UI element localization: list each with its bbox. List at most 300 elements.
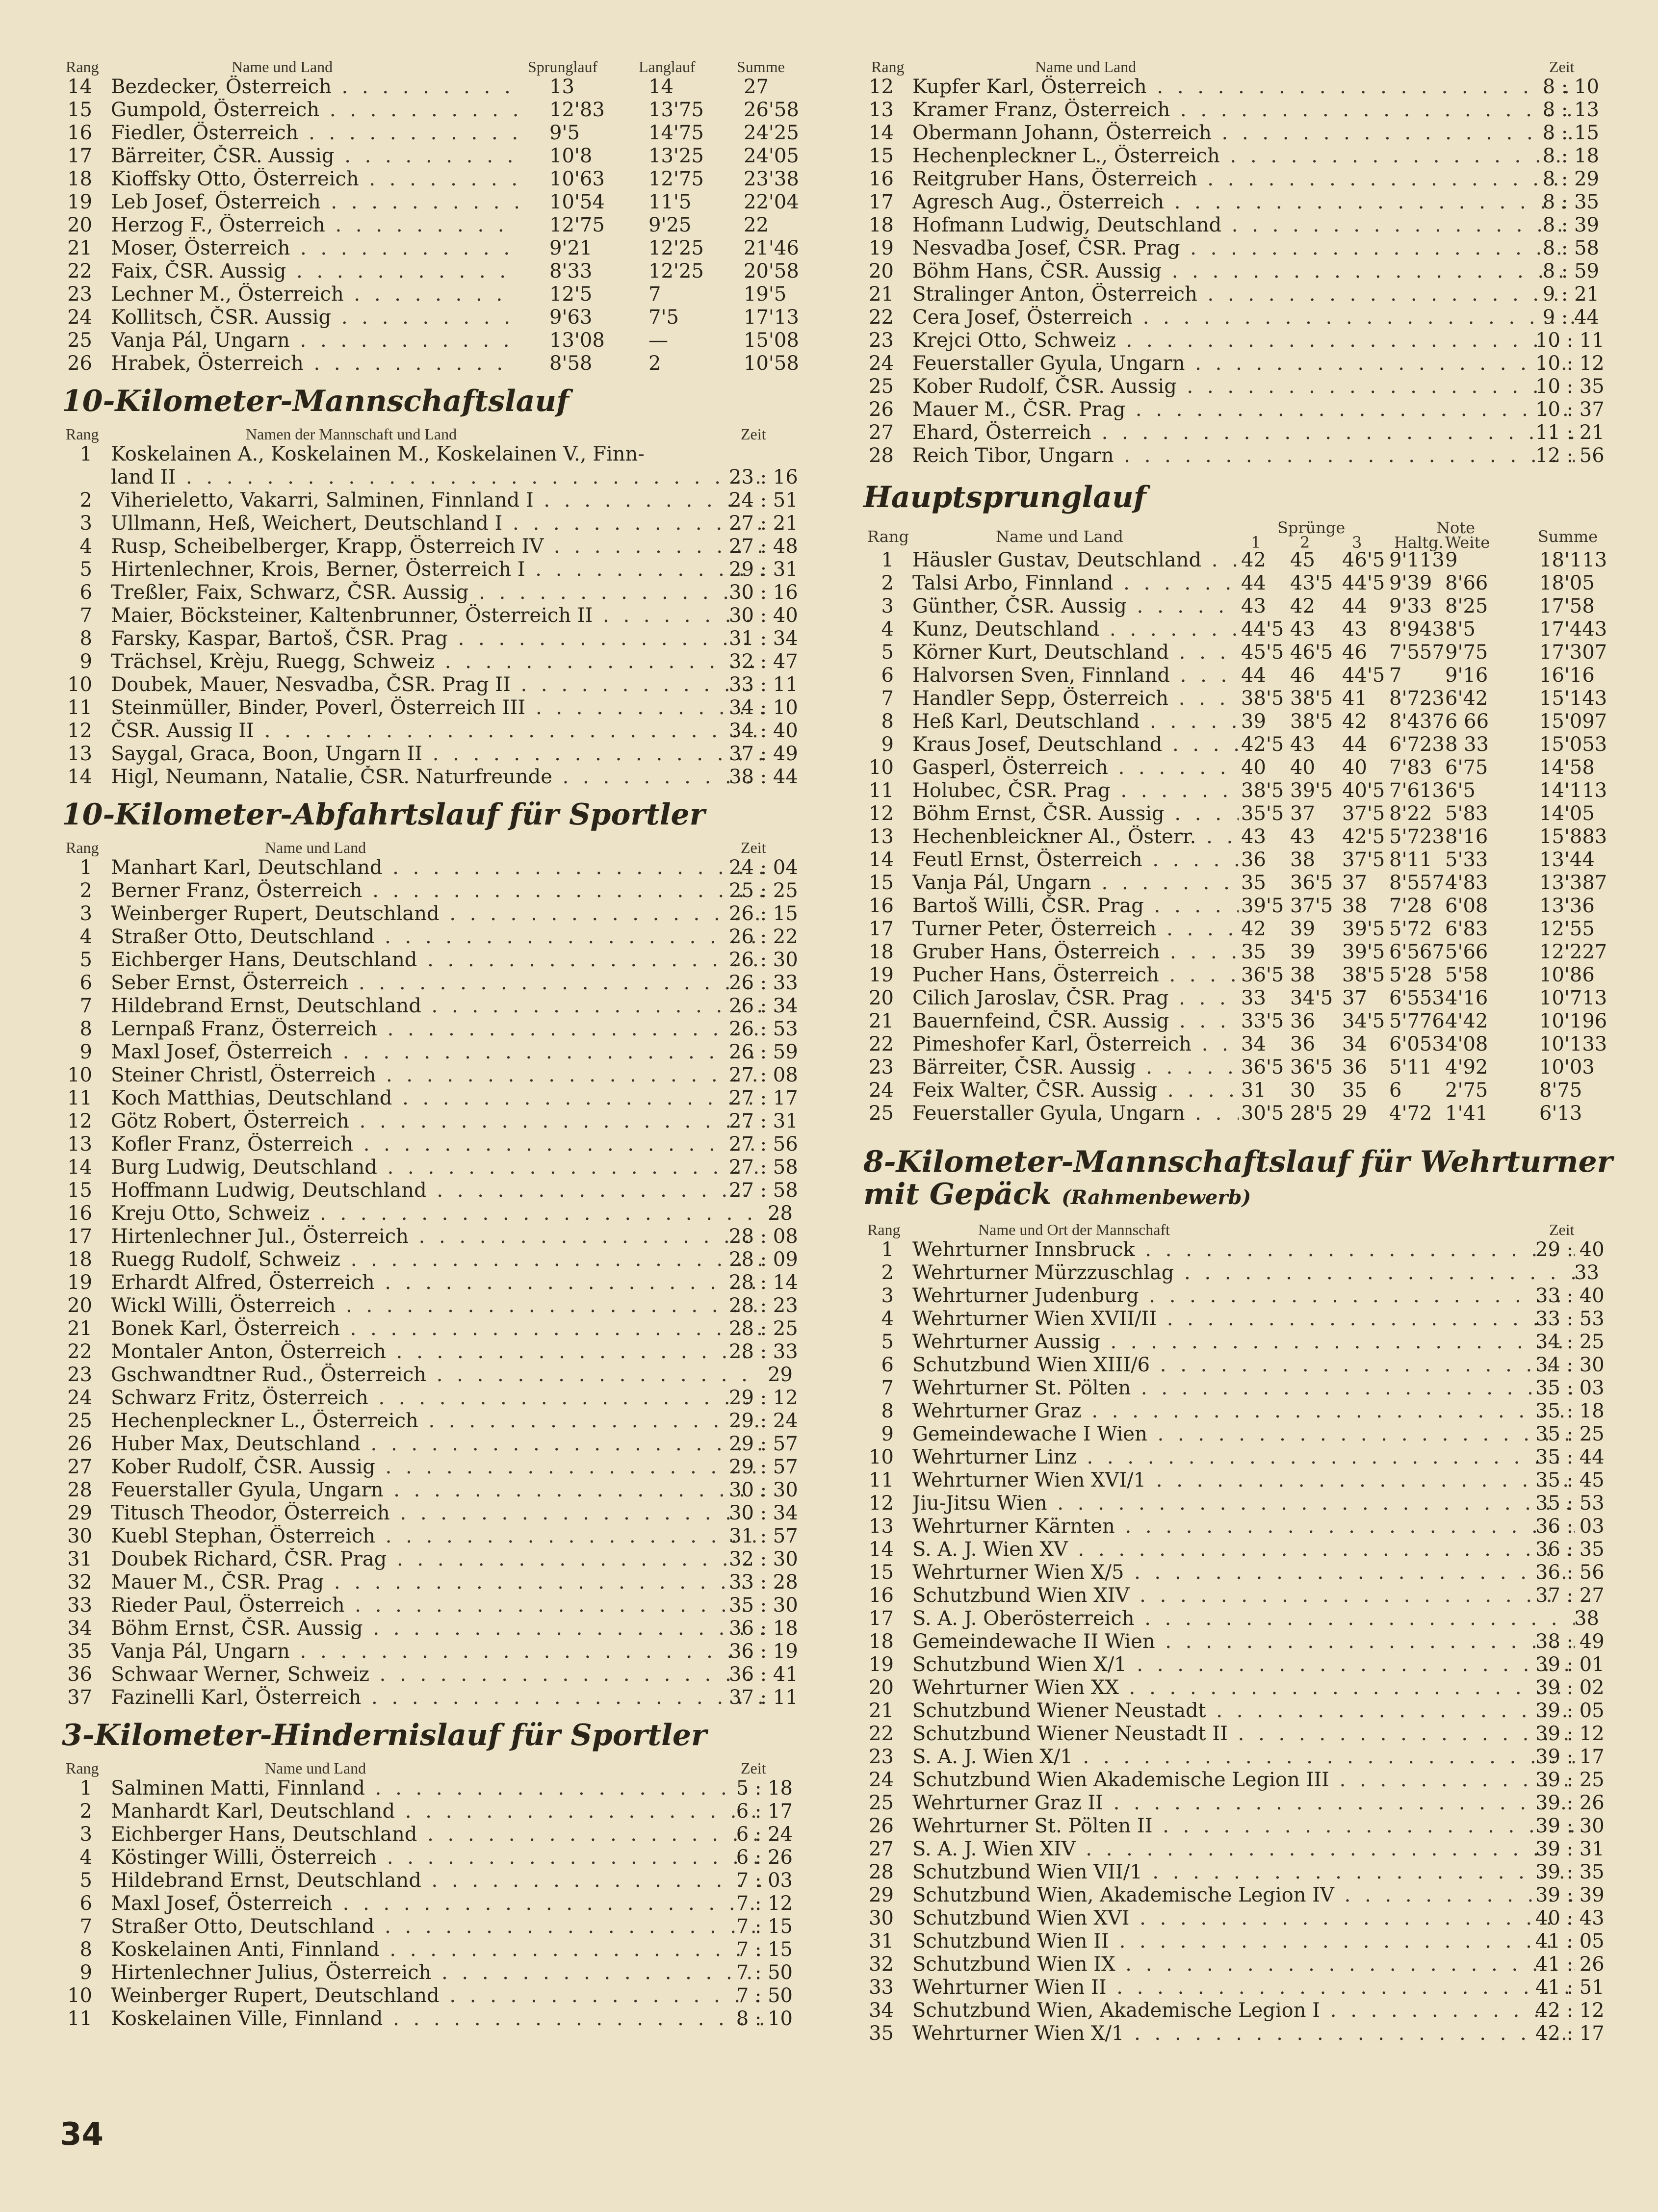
jump-score: 9'21 (549, 237, 593, 259)
rank: 12 (869, 802, 894, 825)
jump-1: 36 (1241, 849, 1266, 871)
time: 7 : 12 (736, 1892, 793, 1915)
sum-score: 10'58 (744, 352, 799, 375)
results-table-team (62, 489, 798, 789)
results-table-downhill (62, 856, 798, 1709)
sum: 12'55 (1539, 918, 1595, 940)
entry-name: Hoffmann Ludwig, Deutschland . . . (111, 1179, 763, 1202)
table-row (863, 1746, 1605, 1769)
rank: 36 (67, 1663, 92, 1686)
col-name: Name und Land (996, 527, 1123, 546)
rank: 1 (79, 443, 92, 465)
section-title: 10-Kilometer-Mannschaftslauf (62, 384, 569, 418)
table-row (863, 733, 1607, 756)
entry-name: Böhm Ernst, ČSR. Aussig . . . (912, 802, 1239, 825)
jump-2: 38'5 (1290, 710, 1333, 733)
table-row (863, 1238, 1605, 1261)
jump-3: 44 (1342, 733, 1367, 756)
entry-name: ČSR. Aussig II . . . (111, 720, 763, 743)
time: 30 : 16 (729, 581, 798, 604)
jump-2: 43 (1290, 733, 1315, 756)
note-haltung: 8'557 (1389, 872, 1445, 894)
jump-1: 45'5 (1241, 641, 1284, 664)
rank: 22 (869, 1723, 894, 1745)
table-row (62, 260, 798, 283)
table-row (863, 214, 1599, 237)
entry-name: Maxl Josef, Österreich . . . (111, 1041, 763, 1064)
rank: 27 (869, 421, 894, 444)
jump-2: 43 (1290, 618, 1315, 641)
rank: 19 (869, 237, 894, 259)
note-weite: 5'83 (1445, 802, 1488, 825)
col-haltg: Haltg. (1394, 533, 1444, 552)
rank: 20 (67, 1294, 92, 1317)
time: 7 : 50 (736, 1984, 793, 2007)
entry-name: Fiedler, Österreich . . . (111, 122, 518, 145)
rank: 6 (79, 1892, 92, 1915)
table-row (62, 145, 798, 168)
table-header (62, 1756, 798, 1777)
time: 27 : 48 (729, 535, 798, 558)
entry-name: Wehrturner Wien XVII/II . . . (912, 1308, 1575, 1331)
entry-name: Kupfer Karl, Österreich . . . (912, 76, 1575, 99)
team-name: Koskelainen A., Koskelainen M., Koskelainen V., Finn- (111, 443, 645, 465)
note-weite: 8'66 (1445, 572, 1488, 594)
entry-name: Lechner M., Österreich . . . (111, 283, 518, 306)
jump-1: 30'5 (1241, 1102, 1284, 1125)
rank: 12 (869, 1492, 894, 1515)
time: 26 : 59 (729, 1041, 798, 1063)
time: 8 : 15 (1542, 122, 1599, 144)
table-row (62, 1018, 798, 1041)
table-row (62, 673, 798, 696)
jump-3: 35 (1342, 1079, 1367, 1102)
note-haltung: 8'437 (1389, 710, 1445, 733)
sum: 10'03 (1539, 1056, 1595, 1079)
entry-name: Wehrturner Mürzzuschlag . . . (912, 1261, 1575, 1285)
table-row (863, 595, 1599, 618)
results-table-obstacle (62, 1777, 798, 2031)
entry-name: Straßer Otto, Deutschland . . . (111, 1915, 763, 1938)
jump-3: 38 (1342, 895, 1367, 917)
col-note: Note (1436, 518, 1476, 537)
rank: 6 (79, 581, 92, 604)
entry-name: Cera Josef, Österreich . . . (912, 306, 1575, 329)
col-rank: Rang (66, 1759, 99, 1777)
note-haltung: 5'28 (1389, 964, 1432, 986)
table-row (62, 1846, 798, 1869)
table-row (863, 1354, 1605, 1377)
jump-3: 40 (1342, 756, 1367, 779)
table-row (863, 1285, 1605, 1308)
rank: 12 (67, 1110, 92, 1132)
table-row (62, 1961, 798, 1984)
entry-name: Saygal, Graca, Boon, Ungarn II . . . (111, 743, 763, 766)
rank: 32 (67, 1571, 92, 1594)
note-weite: 5'66 (1445, 941, 1488, 963)
table-row (863, 1538, 1605, 1561)
rank: 2 (79, 1800, 92, 1823)
table-row (863, 1584, 1605, 1607)
table-row (863, 1630, 1605, 1653)
note-weite: 6'75 (1445, 756, 1488, 779)
rank: 4 (881, 618, 894, 641)
note-haltung: 9'113 (1389, 549, 1445, 571)
rank: 3 (881, 1285, 894, 1307)
time: 29 (768, 1363, 793, 1386)
jump-score: 13'08 (549, 329, 605, 352)
entry-name: Rusp, Scheibelberger, Krapp, Österreich IV . . . (111, 535, 763, 558)
rank: 25 (869, 1792, 894, 1814)
note-weite: 4'42 (1445, 1010, 1488, 1032)
table-row (863, 329, 1605, 352)
table-row (62, 1110, 798, 1133)
note-haltung: 7'28 (1389, 895, 1432, 917)
entry-name: Wehrturner Innsbruck . . . (912, 1238, 1575, 1261)
table-row (863, 1400, 1605, 1423)
jump-1: 44 (1241, 664, 1266, 687)
jump-3: 43 (1342, 618, 1367, 641)
table-row (863, 1884, 1605, 1907)
note-haltung: 9'39 (1389, 572, 1432, 594)
note-haltung: 6'553 (1389, 987, 1445, 1009)
time: 27 : 08 (729, 1064, 798, 1086)
entry-name: Koskelainen Ville, Finnland . . . (111, 2007, 763, 2031)
entry-name: Wehrturner Graz . . . (912, 1400, 1575, 1423)
entry-name: Schutzbund Wien IX . . . (912, 1953, 1575, 1976)
time: 34 : 30 (1535, 1354, 1605, 1376)
rank: 29 (869, 1884, 894, 1906)
entry-name: Treßler, Faix, Schwarz, ČSR. Aussig . . . (111, 581, 763, 604)
table-row (863, 1446, 1605, 1469)
entry-name: Titusch Theodor, Österreich . . . (111, 1502, 763, 1525)
time: 8 : 58 (1542, 237, 1599, 259)
time: 33 : 28 (729, 1571, 798, 1594)
table-row (62, 443, 798, 466)
rank: 7 (881, 687, 894, 710)
jump-score: 10'63 (549, 168, 605, 190)
time: 32 : 47 (729, 650, 798, 673)
table-row (863, 1561, 1605, 1584)
rank: 14 (869, 122, 894, 144)
note-weite: 4'16 (1445, 987, 1488, 1009)
time: 36 : 56 (1535, 1561, 1605, 1584)
rank: 27 (869, 1838, 894, 1860)
rank: 31 (869, 1930, 894, 1953)
sum-score: 19'5 (744, 283, 787, 306)
table-row (62, 1410, 798, 1433)
jump-score: 12'75 (549, 214, 605, 236)
entry-name: Jiu-Jitsu Wien . . . (912, 1492, 1575, 1515)
rank: 1 (881, 549, 894, 571)
rank: 25 (869, 375, 894, 398)
results-table-combined (62, 76, 798, 375)
entry-name: Ruegg Rudolf, Schweiz . . . (111, 1248, 763, 1271)
rank: 23 (67, 1363, 92, 1386)
time: 33 : 53 (1535, 1308, 1605, 1330)
table-row (863, 1079, 1599, 1102)
jump-1: 39 (1241, 710, 1266, 733)
entry-name: Bauernfeind, ČSR. Aussig . . . (912, 1010, 1239, 1033)
table-row (62, 489, 798, 512)
time: 36 : 03 (1535, 1515, 1605, 1538)
table-row (863, 1033, 1607, 1056)
rank: 8 (79, 1018, 92, 1040)
entry-name: Kober Rudolf, ČSR. Aussig . . . (912, 375, 1575, 398)
table-row (863, 1331, 1605, 1354)
note-weite: 9 (1445, 549, 1458, 571)
rank: 10 (869, 756, 894, 779)
sum-score: 27 (744, 76, 769, 98)
time: 7 : 50 (736, 1961, 793, 1984)
table-row (62, 627, 798, 650)
table-row (62, 1087, 798, 1110)
table-row (863, 1423, 1605, 1446)
jump-2: 46 (1290, 664, 1315, 687)
entry-name: Pimeshofer Karl, Österreich . . . (912, 1033, 1239, 1056)
time: 9 : 21 (1542, 283, 1599, 306)
time: 28 : 09 (729, 1248, 798, 1271)
table-row (62, 1938, 798, 1961)
jump-3: 37 (1342, 987, 1367, 1009)
jump-2: 37'5 (1290, 895, 1333, 917)
col-name: Name und Land (265, 1759, 366, 1777)
entry-name: Gemeindewache I Wien . . . (912, 1423, 1575, 1446)
table-row (62, 329, 798, 352)
sum: 14'05 (1539, 802, 1595, 825)
entry-name: Wehrturner Graz II . . . (912, 1792, 1575, 1815)
time: 10 : 11 (1535, 329, 1605, 352)
sum: 15'143 (1539, 687, 1607, 710)
time: 7 : 15 (736, 1915, 793, 1938)
time: 11 : 21 (1535, 421, 1605, 444)
note-weite: 2'75 (1445, 1079, 1488, 1102)
entry-name: Schutzbund Wien XIV . . . (912, 1584, 1575, 1607)
time: 27 : 17 (729, 1087, 798, 1109)
table-row (62, 1317, 798, 1340)
time: 8 : 13 (1542, 99, 1599, 121)
time: 27 : 31 (729, 1110, 798, 1132)
results-table-continued (863, 76, 1605, 467)
entry-name: Moser, Österreich . . . (111, 237, 518, 260)
time: 39 : 26 (1535, 1792, 1605, 1814)
entry-name: Holubec, ČSR. Prag . . . (912, 779, 1239, 802)
jump-3: 37 (1342, 872, 1367, 894)
results-table-wehr (863, 1238, 1605, 2045)
rank: 11 (869, 1469, 894, 1492)
entry-name: Gschwandtner Rud., Österreich . . . (111, 1363, 763, 1387)
table-row (863, 964, 1599, 987)
note-haltung: 7'83 (1389, 756, 1432, 779)
note-haltung: 5'11 (1389, 1056, 1432, 1079)
table-row (863, 444, 1605, 467)
note-weite: 8 33 (1445, 733, 1489, 756)
sum: 17'443 (1539, 618, 1607, 641)
entry-name: Stralinger Anton, Österreich . . . (912, 283, 1575, 306)
entry-name: Böhm Ernst, ČSR. Aussig . . . (111, 1617, 763, 1640)
rank: 4 (881, 1308, 894, 1330)
entry-name: Leb Josef, Österreich . . . (111, 191, 518, 214)
entry-name: Steinmüller, Binder, Poverl, Österreich III . . . (111, 696, 763, 720)
rank: 26 (67, 1433, 92, 1455)
entry-name: Burg Ludwig, Deutschland . . . (111, 1156, 763, 1179)
entry-name: Kober Rudolf, ČSR. Aussig . . . (111, 1456, 763, 1479)
table-row (62, 352, 798, 375)
time: 31 : 34 (729, 627, 798, 650)
time: 10 : 37 (1535, 398, 1605, 421)
rank: 21 (869, 1010, 894, 1032)
entry-name: Koch Matthias, Deutschland . . . (111, 1087, 763, 1110)
rank: 4 (79, 1846, 92, 1869)
rank: 13 (869, 1515, 894, 1538)
col-rank: Rang (867, 1221, 901, 1238)
entry-name: Wehrturner St. Pölten . . . (912, 1377, 1575, 1400)
sum-score: 20'58 (744, 260, 799, 283)
note-weite: 9'16 (1445, 664, 1488, 687)
time: 36 : 41 (729, 1663, 798, 1686)
rank: 16 (869, 1584, 894, 1607)
col-time: Zeit (741, 1759, 766, 1777)
table-row (863, 1515, 1605, 1538)
time: 39 : 17 (1535, 1746, 1605, 1768)
time: 39 : 01 (1535, 1653, 1605, 1676)
entry-name: Gasperl, Österreich . . . (912, 756, 1239, 779)
entry-name: Mauer M., ČSR. Prag . . . (912, 398, 1575, 421)
entry-name: Schutzbund Wien XIII/6 . . . (912, 1354, 1575, 1377)
rank: 25 (67, 329, 92, 352)
entry-name: Hirtenlechner, Krois, Berner, Österreich I . . . (111, 558, 763, 581)
rank: 18 (869, 941, 894, 963)
jump-3: 44 (1342, 595, 1367, 617)
long-score: — (648, 329, 668, 352)
entry-name: Kunz, Deutschland . . . (912, 618, 1239, 641)
entry-name: Obermann Johann, Österreich . . . (912, 122, 1575, 145)
time: 29 : 40 (1535, 1238, 1605, 1261)
col-name: Namen der Mannschaft und Land (246, 425, 457, 443)
time: 28 : 25 (729, 1317, 798, 1340)
entry-name: Wehrturner Aussig . . . (912, 1331, 1575, 1354)
rank: 21 (67, 237, 92, 259)
table-row (62, 466, 798, 489)
sum: 17'58 (1539, 595, 1595, 617)
time: 36 : 19 (729, 1640, 798, 1663)
note-weite: 4'08 (1445, 1033, 1488, 1055)
rank: 8 (881, 710, 894, 733)
time: 6 : 17 (736, 1800, 793, 1823)
time: 39 : 02 (1535, 1676, 1605, 1699)
table-row (863, 191, 1599, 214)
table-row (863, 549, 1607, 572)
table-row (62, 1686, 798, 1709)
time: 34 : 40 (729, 720, 798, 742)
rank: 8 (79, 1938, 92, 1961)
entry-name: Wickl Willi, Österreich . . . (111, 1294, 763, 1317)
time: 9 : 44 (1542, 306, 1599, 329)
table-row (863, 99, 1599, 122)
rank: 29 (67, 1502, 92, 1524)
rank: 21 (67, 1317, 92, 1340)
rank: 26 (869, 1815, 894, 1837)
rank: 12 (67, 720, 92, 742)
table-row (863, 779, 1607, 802)
entry-name: Steiner Christl, Österreich . . . (111, 1064, 763, 1087)
time: 33 : 11 (729, 673, 798, 696)
col-name: Name und Ort der Mannschaft (978, 1221, 1170, 1238)
rank: 33 (869, 1976, 894, 1999)
table-row (62, 512, 798, 535)
note-weite: 9'75 (1445, 641, 1488, 664)
sum: 6'13 (1539, 1102, 1582, 1125)
rank: 19 (869, 1653, 894, 1676)
time: 37 : 11 (729, 1686, 798, 1709)
sum: 15'053 (1539, 733, 1607, 756)
rank: 20 (67, 214, 92, 236)
table-row (863, 1815, 1605, 1838)
entry-name: Hechenpleckner L., Österreich . . . (111, 1410, 763, 1433)
sum: 13'36 (1539, 895, 1595, 917)
entry-name: Bezdecker, Österreich . . . (111, 76, 518, 99)
rank: 16 (67, 1202, 92, 1225)
table-row (863, 1607, 1599, 1630)
entry-name: Trächsel, Krèju, Ruegg, Schweiz . . . (111, 650, 763, 673)
entry-name: Böhm Hans, ČSR. Aussig . . . (912, 260, 1575, 283)
jump-1: 40 (1241, 756, 1266, 779)
col-weite: Weite (1445, 533, 1490, 552)
time: 34 : 25 (1535, 1331, 1605, 1353)
time: 35 : 44 (1535, 1446, 1605, 1468)
entry-name: Salminen Matti, Finnland . . . (111, 1777, 763, 1800)
entry-name: Viherieletto, Vakarri, Salminen, Finnland I . . . (111, 489, 763, 512)
sum-score: 26'58 (744, 99, 799, 121)
entry-name: Kofler Franz, Österreich . . . (111, 1133, 763, 1156)
rank: 2 (79, 879, 92, 902)
entry-name: S. A. J. Wien XIV . . . (912, 1838, 1575, 1861)
col-sum: Summe (737, 58, 785, 76)
rank: 11 (67, 1087, 92, 1109)
entry-name: Straßer Otto, Deutschland . . . (111, 926, 763, 949)
jump-3: 37'5 (1342, 849, 1385, 871)
note-weite: 4'83 (1445, 872, 1488, 894)
rank: 2 (881, 1261, 894, 1284)
note-haltung: 4'72 (1389, 1102, 1432, 1125)
sum: 18'113 (1539, 549, 1607, 571)
rank: 6 (881, 1354, 894, 1376)
col-rank: Rang (66, 58, 99, 76)
rank: 17 (869, 1607, 894, 1630)
entry-name: Talsi Arbo, Finnland . . . (912, 572, 1239, 595)
entry-name: Schwaar Werner, Schweiz . . . (111, 1663, 763, 1686)
rank: 14 (869, 849, 894, 871)
jump-3: 46'5 (1342, 549, 1385, 571)
rank: 5 (79, 949, 92, 971)
note-haltung: 7'613 (1389, 779, 1445, 802)
entry-name: Schutzbund Wien X/1 . . . (912, 1653, 1575, 1676)
rank: 30 (67, 1525, 92, 1547)
table-row (62, 1456, 798, 1479)
table-header (863, 1218, 1599, 1238)
jump-1: 38'5 (1241, 687, 1284, 710)
rank: 15 (869, 145, 894, 167)
jump-1: 44 (1241, 572, 1266, 594)
table-row (863, 375, 1605, 398)
col-time: Zeit (741, 839, 766, 856)
table-row (62, 650, 798, 673)
time: 38 (1574, 1607, 1599, 1630)
table-row (863, 756, 1599, 779)
table-row (62, 1387, 798, 1410)
table-row (62, 1133, 798, 1156)
rank: 18 (869, 214, 894, 236)
